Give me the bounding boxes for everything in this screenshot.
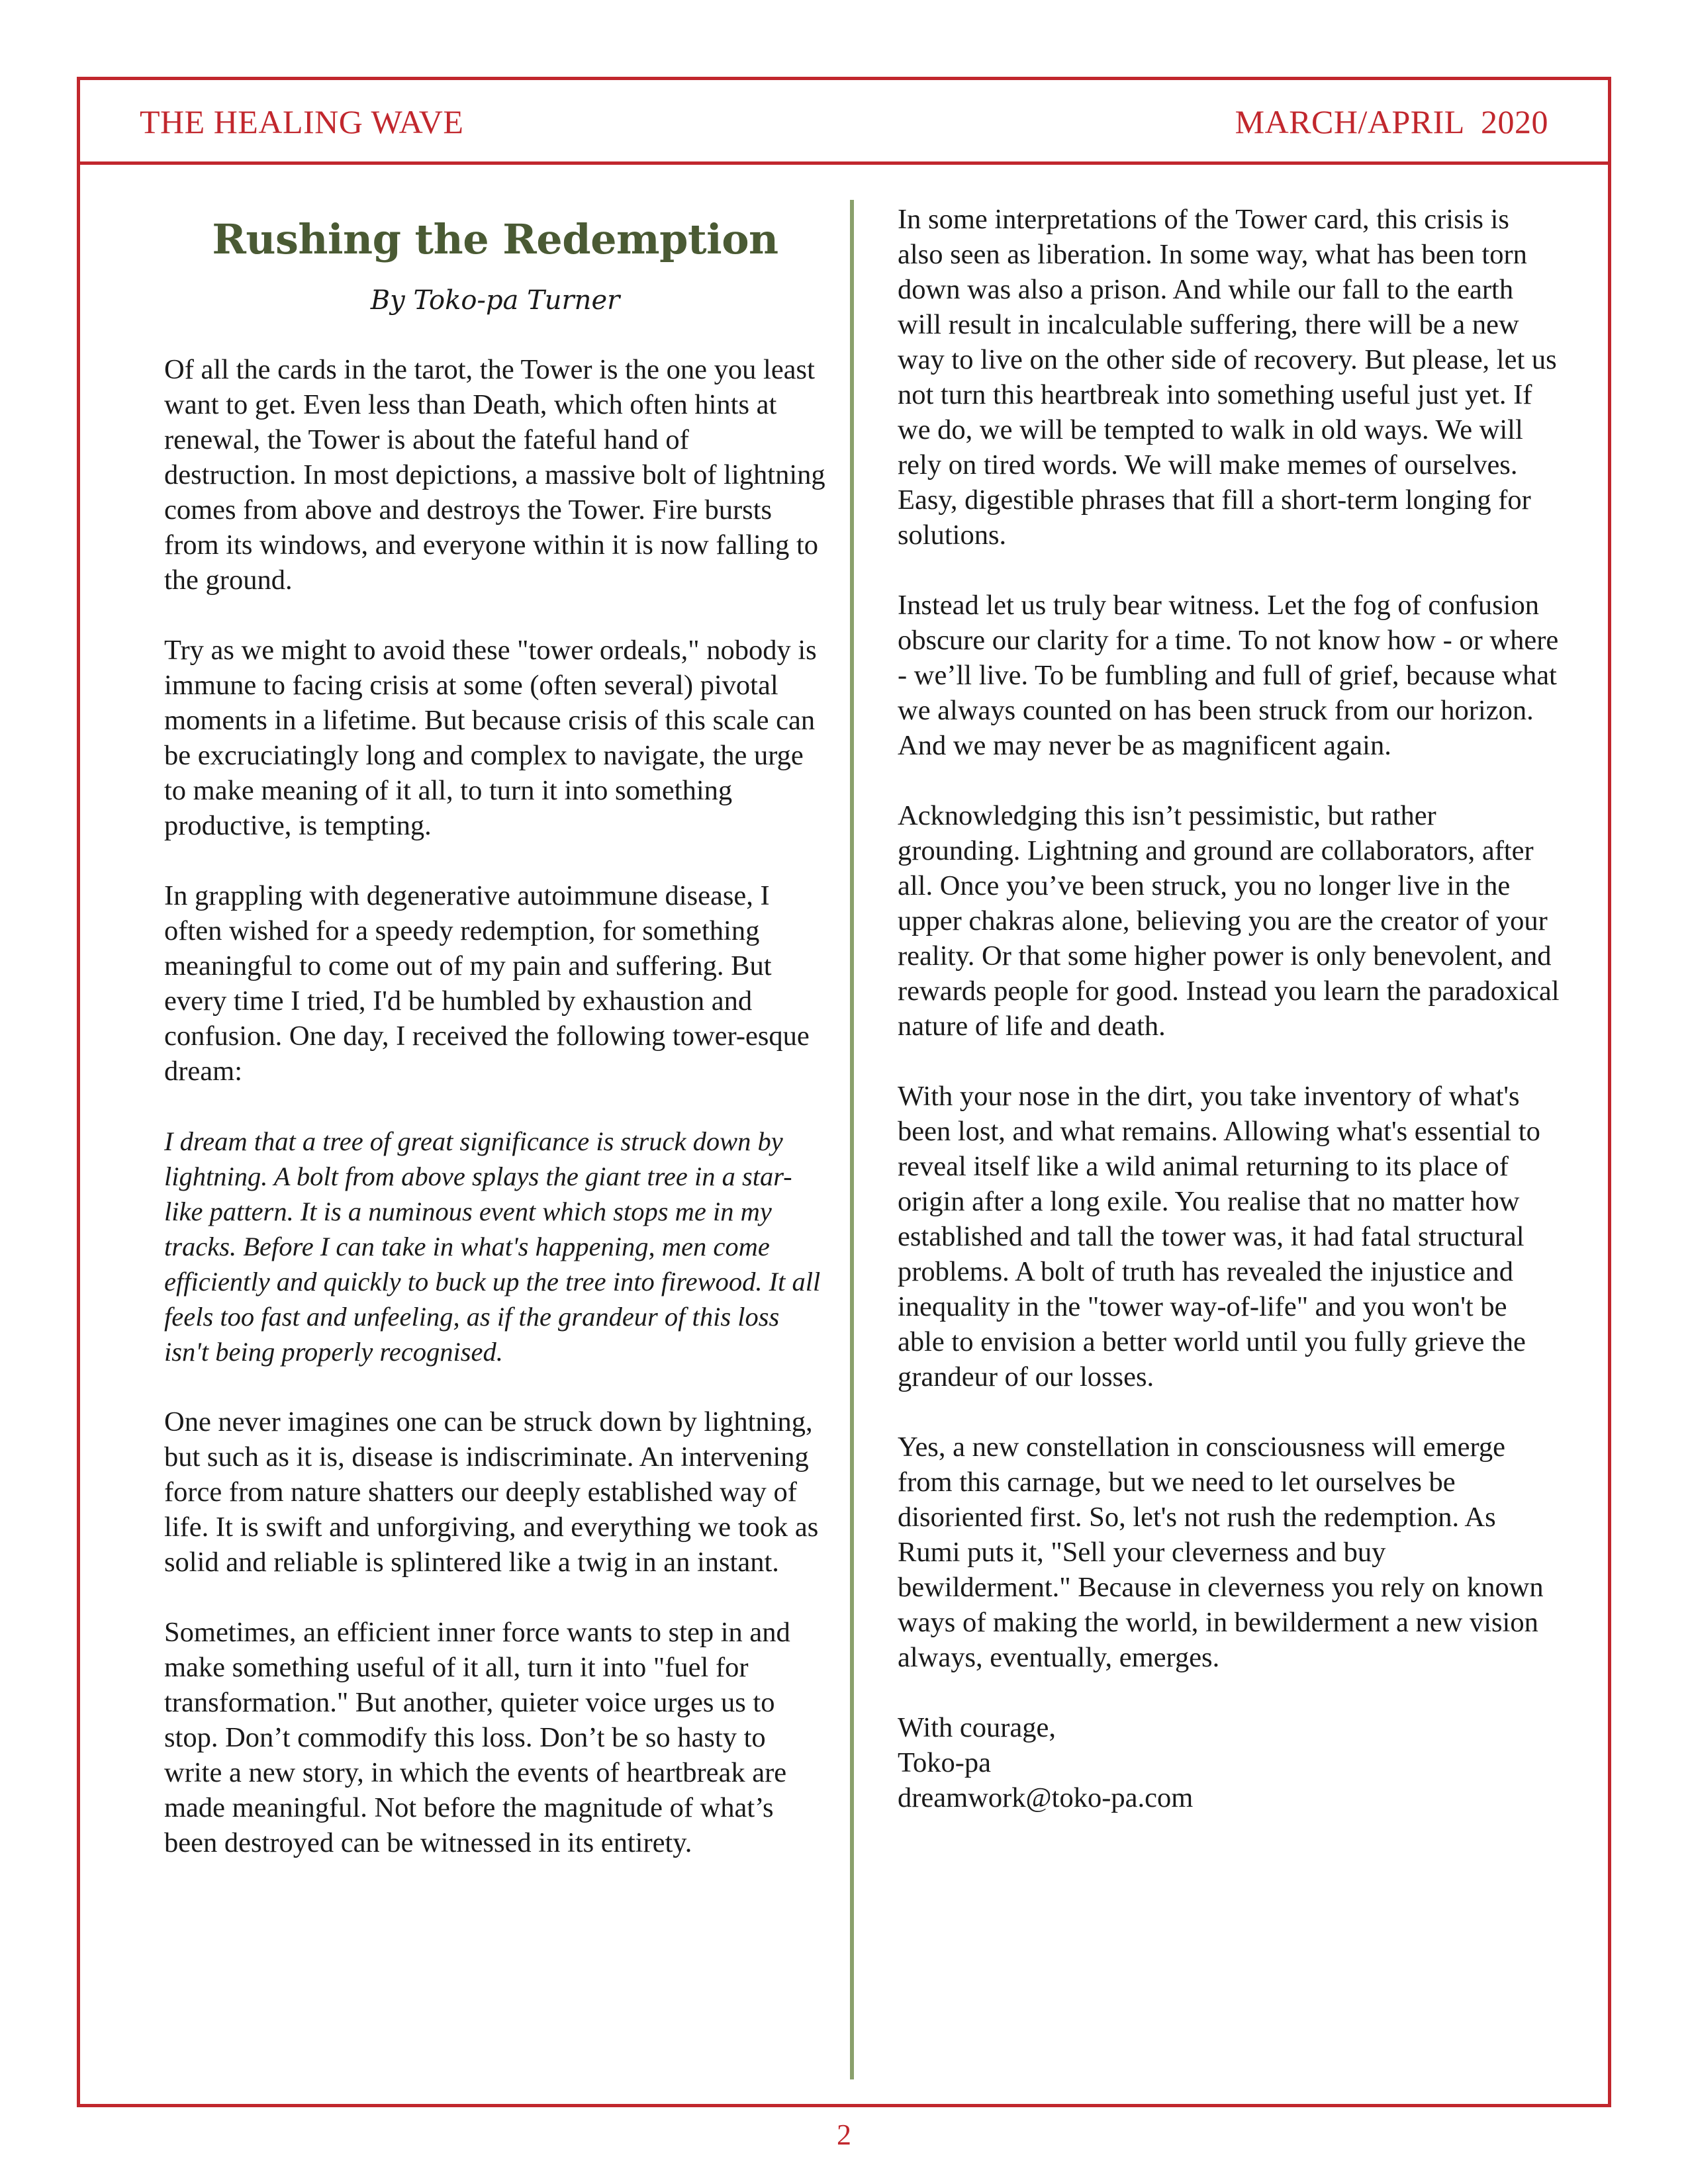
signoff-closing: With courage, (898, 1712, 1056, 1743)
paragraph: Try as we might to avoid these "tower ordeals," nobody is immune to facing crisis at some (often several) pivotal moments in a lifetime. But because crisis of this scale can be excruciatingly long and complex to navigate, the urge to make meaning of it all, to turn it into something productive, is tempting. (164, 635, 817, 841)
running-header (80, 80, 1608, 165)
page-number: 2 (837, 2118, 851, 2151)
column-divider (850, 200, 854, 2079)
paragraph: With your nose in the dirt, you take inventory of what's been lost, and what remains. Allowing what's essential to reveal itself like a wild animal returning to its place of origin after a long exile. You realise that no matter how established and tall the tower was, it had fatal structural problems. A bolt of truth has revealed the injustice and inequality in the "tower way-of-life" and you won't be able to envision a better world until you fully grieve the grandeur of our losses. (898, 1081, 1540, 1392)
paragraph: Yes, a new constellation in consciousness will emerge from this carnage, but we need to let ourselves be disoriented first. So, let's not rush the redemption. As Rumi puts it, "Sell your cleverness and buy bewilderment." Because in cleverness you rely on known ways of making the world, in bewilderment a new vision always, eventually, emerges. (898, 1432, 1544, 1673)
dream-quote: I dream that a tree of great significance is struck down by lightning. A bolt from above splays the giant tree in a star-like pattern. It is a numinous event which stops me in my tracks. Before I can take in what's happening, men come efficiently and quickly to buck up the tree into firewood. It all feels too fast and unfeeling, as if the grandeur of this loss isn't being properly recognised. (164, 1126, 821, 1367)
paragraph: Instead let us truly bear witness. Let the fog of confusion obscure our clarity for a time. To not know how - or where - we’ll live. To be fumbling and full of grief, because what we always counted on has been struck from our horizon. And we may never be as magnificent again. (898, 590, 1559, 761)
paragraph: In grappling with degenerative autoimmune disease, I often wished for a speedy redemption, for something meaningful to come out of my pain and suffering. But every time I tried, I'd be humbled by exhaustion and confusion. One day, I received the following tower-esque dream: (164, 880, 810, 1087)
signoff-email[interactable]: dreamwork@toko-pa.com (898, 1782, 1194, 1813)
paragraph: One never imagines one can be struck down by lightning, but such as it is, disease is indiscriminate. An intervening force from nature shatters our deeply established way of life. It is swift and unforgiving, and everything we took as solid and reliable is splintered like a twig in an instant. (164, 1406, 819, 1578)
signoff-name: Toko-pa (898, 1747, 992, 1778)
right-column (898, 202, 1560, 1850)
paragraph: In some interpretations of the Tower card, this crisis is also seen as liberation. In some way, what has been torn down was also a prison. And while our fall to the earth will result in incalculable suffering, there will be a new way to live on the other side of recovery. But please, let us not turn this heartbreak into something useful just yet. If we do, we will be tempted to walk in old ways. We will rely on tired words. We will make memes of ourselves. Easy, digestible phrases that fill a short-term longing for solutions. (898, 204, 1557, 551)
paragraph: Sometimes, an efficient inner force wants to step in and make something useful of it all, turn it into "fuel for transformation." But another, quieter voice urges us to stop. Don’t commodify this loss. Don’t be so hasty to write a new story, in which the events of heartbreak are made meaningful. Not before the magnitude of what’s been destroyed can be witnessed in its entirety. (164, 1617, 790, 1858)
issue-date: MARCH/APRIL 2020 (1235, 103, 1548, 140)
publication-name: THE HEALING WAVE (140, 103, 464, 140)
paragraph: Of all the cards in the tarot, the Tower is the one you least want to get. Even less than Death, which often hints at renewal, the Tower is about the fateful hand of destruction. In most depictions, a massive bolt of lightning comes from above and destroys the Tower. Fire bursts from its windows, and everyone within it is now falling to the ground. (164, 354, 825, 596)
left-column (164, 213, 826, 1895)
paragraph: Acknowledging this isn’t pessimistic, but rather grounding. Lightning and ground are collaborators, after all. Once you’ve been struck, you no longer live in the upper chakras alone, believing you are the creator of your reality. Or that some higher power is only benevolent, and rewards people for good. Instead you learn the paradoxical nature of life and death. (898, 800, 1560, 1042)
article-byline: By Toko-pa Turner (370, 285, 620, 316)
signoff (898, 1710, 1560, 1815)
article-title: Rushing the Redemption (212, 215, 778, 263)
